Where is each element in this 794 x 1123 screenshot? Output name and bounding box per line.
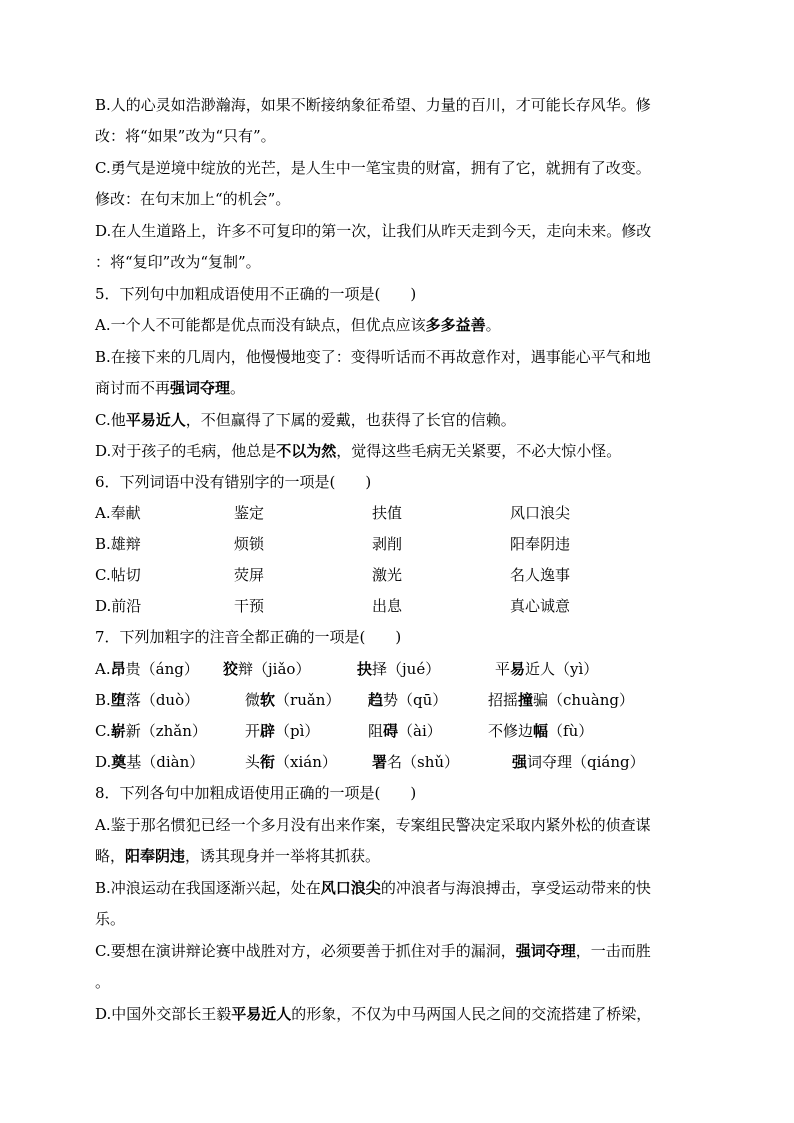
pinyin-item bbox=[488, 690, 634, 710]
pinyin-item bbox=[357, 659, 440, 679]
bold-char: 撞 bbox=[518, 691, 534, 709]
word: 真心诚意 bbox=[510, 597, 571, 615]
q8-option-b-line1 bbox=[95, 878, 705, 898]
bold-char: 署 bbox=[372, 753, 388, 771]
pinyin-item bbox=[95, 659, 199, 679]
text: 名（shǔ） bbox=[387, 753, 460, 771]
word: D.前沿 bbox=[95, 597, 142, 615]
pinyin-item bbox=[372, 752, 459, 772]
word: 干预 bbox=[234, 597, 265, 615]
bold-idiom: 多多益善 bbox=[425, 316, 486, 334]
word: A.奉献 bbox=[95, 504, 141, 522]
q8-option-a-line1: A.鉴于那名惯犯已经一个多月没有出来作案，专案组民警决定采取内紧外松的侦查谋 bbox=[95, 816, 651, 834]
pinyin-item bbox=[95, 690, 199, 710]
q4-option-d-line2: ：将“复印”改为“复制”。 bbox=[95, 253, 261, 271]
word: B.雄辩 bbox=[95, 535, 141, 553]
q6-stem: 6．下列词语中没有错别字的一项是( ) bbox=[95, 473, 372, 491]
bold-char: 碍 bbox=[383, 722, 399, 740]
word: 扶值 bbox=[372, 504, 403, 522]
q4-option-b-line1: B.人的心灵如浩渺瀚海，如果不断接纳象征希望、力量的百川，才可能长存风华。修 bbox=[95, 96, 651, 114]
bold-char: 崭 bbox=[110, 722, 126, 740]
text: C.他 bbox=[95, 411, 126, 429]
q4-option-d-line1: D.在人生道路上，许多不可复印的第一次，让我们从昨天走到今天，走向未来。修改 bbox=[95, 222, 652, 240]
word: C.帖切 bbox=[95, 566, 141, 584]
q7-option-b bbox=[95, 690, 705, 710]
q4-option-c-line2: 修改：在句末加上“的机会”。 bbox=[95, 190, 291, 208]
pinyin-item bbox=[488, 721, 593, 741]
text: D. bbox=[95, 753, 112, 771]
text: 的冲浪者与海浪搏击，享受运动带来的快 bbox=[380, 879, 651, 897]
q6-option-d bbox=[95, 596, 705, 616]
bold-char: 堕 bbox=[110, 691, 126, 709]
text: 辩（jiǎo） bbox=[238, 660, 311, 678]
q5-option-b-line2 bbox=[95, 378, 705, 398]
q8-option-c-line1 bbox=[95, 941, 705, 961]
bold-char: 昂 bbox=[110, 660, 126, 678]
pinyin-item bbox=[245, 721, 319, 741]
bold-char: 趋 bbox=[368, 691, 384, 709]
text: ，觉得这些毛病无关紧要，不必大惊小怪。 bbox=[336, 442, 622, 460]
text: D.中国外交部长王毅 bbox=[95, 1005, 232, 1023]
text: （pì） bbox=[275, 722, 320, 740]
text: D.对于孩子的毛病，他总是 bbox=[95, 442, 277, 460]
q5-option-b-line1: B.在接下来的几周内，他慢慢地变了：变得听话而不再故意作对，遇事能心平气和地 bbox=[95, 348, 651, 366]
text: ，一击而胜 bbox=[575, 942, 651, 960]
text: C.要想在演讲辩论赛中战胜对方，必须要善于抓住对手的漏洞， bbox=[95, 942, 516, 960]
text: 词夺理（qiáng） bbox=[527, 753, 645, 771]
text: 骗（chuàng） bbox=[533, 691, 634, 709]
bold-char: 幅 bbox=[533, 722, 549, 740]
bold-idiom: 阳奉阴违 bbox=[125, 847, 186, 865]
text: 头 bbox=[245, 753, 261, 771]
bold-idiom: 风口浪尖 bbox=[320, 879, 381, 897]
text: 择（jué） bbox=[372, 660, 441, 678]
q7-option-a bbox=[95, 659, 705, 679]
text: 近人（yì） bbox=[525, 660, 599, 678]
text: C. bbox=[95, 722, 111, 740]
bold-char: 衔 bbox=[260, 753, 276, 771]
text: 基（diàn） bbox=[126, 753, 205, 771]
q8-option-d-line1 bbox=[95, 1004, 705, 1024]
q7-option-c bbox=[95, 721, 705, 741]
pinyin-item bbox=[95, 752, 204, 772]
bold-char: 易 bbox=[510, 660, 526, 678]
q5-option-d bbox=[95, 441, 705, 461]
bold-idiom: 平易近人 bbox=[231, 1005, 292, 1023]
pinyin-item bbox=[245, 690, 340, 710]
text: 新（zhǎn） bbox=[125, 722, 207, 740]
pinyin-item bbox=[245, 752, 337, 772]
q5-option-a bbox=[95, 315, 705, 335]
text: 势（qū） bbox=[383, 691, 448, 709]
q6-option-b bbox=[95, 534, 705, 554]
text: A.一个人不可能都是优点而没有缺点，但优点应该 bbox=[95, 316, 426, 334]
pinyin-item bbox=[368, 690, 447, 710]
pinyin-item bbox=[495, 659, 598, 679]
bold-idiom: 平易近人 bbox=[125, 411, 186, 429]
q6-option-a bbox=[95, 503, 705, 523]
text: ，不但赢得了下属的爱戴，也获得了长官的信赖。 bbox=[185, 411, 516, 429]
q4-option-c-line1: C.勇气是逆境中绽放的光芒，是人生中一笔宝贵的财富，拥有了它，就拥有了改变。 bbox=[95, 159, 651, 177]
text: 招摇 bbox=[488, 691, 519, 709]
pinyin-item bbox=[95, 721, 207, 741]
text: 平 bbox=[495, 660, 511, 678]
word: 剥削 bbox=[372, 535, 403, 553]
bold-idiom: 不以为然 bbox=[276, 442, 337, 460]
text: 微 bbox=[245, 691, 261, 709]
pinyin-item bbox=[512, 752, 645, 772]
q7-option-d bbox=[95, 752, 705, 772]
bold-char: 狡 bbox=[223, 660, 239, 678]
word: 激光 bbox=[372, 566, 403, 584]
text: 贵（áng） bbox=[125, 660, 199, 678]
text: 开 bbox=[245, 722, 261, 740]
text: （fù） bbox=[548, 722, 594, 740]
text: 。 bbox=[485, 316, 501, 334]
bold-char: 辟 bbox=[260, 722, 276, 740]
text: 。 bbox=[230, 379, 246, 397]
pinyin-item bbox=[368, 721, 442, 741]
text: 不修边 bbox=[488, 722, 534, 740]
q4-option-b-line2: 改：将“如果”改为“只有”。 bbox=[95, 127, 276, 145]
text: 阻 bbox=[368, 722, 384, 740]
q5-stem: 5．下列句中加粗成语使用不正确的一项是( ) bbox=[95, 285, 417, 303]
word: 荧屏 bbox=[234, 566, 265, 584]
text: B. bbox=[95, 691, 111, 709]
text: （xián） bbox=[275, 753, 337, 771]
bold-char: 软 bbox=[260, 691, 276, 709]
text: 略， bbox=[95, 847, 126, 865]
bold-idiom: 强词夺理 bbox=[515, 942, 576, 960]
word: 名人逸事 bbox=[510, 566, 571, 584]
word: 出息 bbox=[372, 597, 403, 615]
bold-char: 抉 bbox=[357, 660, 373, 678]
text: 的形象，不仅为中马两国人民之间的交流搭建了桥梁， bbox=[291, 1005, 652, 1023]
text: （ài） bbox=[398, 722, 442, 740]
text: 落（duò） bbox=[125, 691, 200, 709]
bold-idiom: 强词夺理 bbox=[170, 379, 231, 397]
word: 烦锁 bbox=[234, 535, 265, 553]
q8-option-a-line2 bbox=[95, 846, 705, 866]
word: 风口浪尖 bbox=[510, 504, 571, 522]
pinyin-item bbox=[223, 659, 310, 679]
q7-stem: 7．下列加粗字的注音全都正确的一项是( ) bbox=[95, 628, 402, 646]
q8-stem: 8．下列各句中加粗成语使用正确的一项是( ) bbox=[95, 784, 417, 802]
text: B.冲浪运动在我国逐渐兴起，处在 bbox=[95, 879, 321, 897]
text: A. bbox=[95, 660, 111, 678]
word: 鉴定 bbox=[234, 504, 265, 522]
bold-char: 强 bbox=[512, 753, 528, 771]
text: ，诱其现身并一举将其抓获。 bbox=[185, 847, 381, 865]
text: （ruǎn） bbox=[275, 691, 341, 709]
bold-char: 奠 bbox=[111, 753, 127, 771]
q5-option-c bbox=[95, 410, 705, 430]
q6-option-c bbox=[95, 565, 705, 585]
text: 商讨而不再 bbox=[95, 379, 171, 397]
word: 阳奉阴违 bbox=[510, 535, 571, 553]
q8-option-c-line2: 。 bbox=[95, 973, 111, 991]
q8-option-b-line2: 乐。 bbox=[95, 910, 126, 928]
